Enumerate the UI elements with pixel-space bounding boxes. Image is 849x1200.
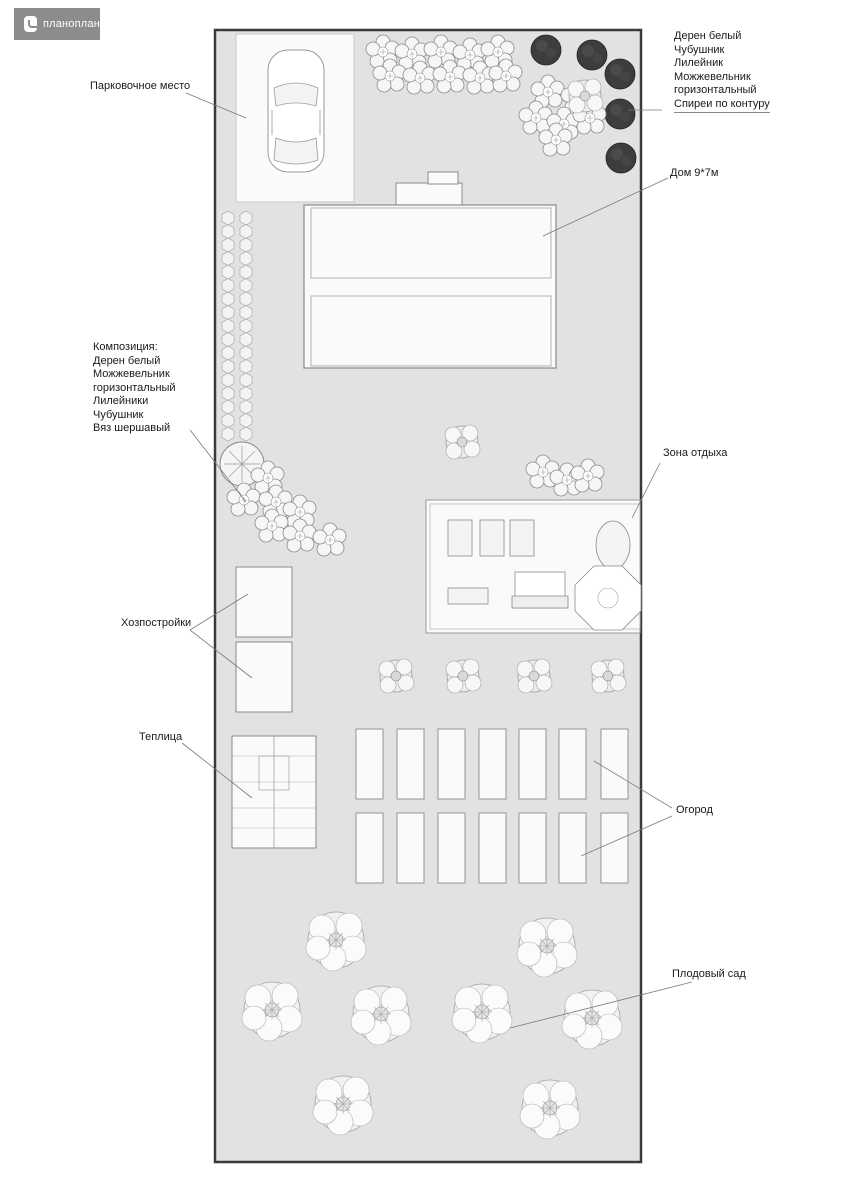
vegetable-bed [559,729,586,799]
composition-line: Можжевельник [93,368,170,380]
car-icon [268,50,324,172]
label-greenhouse [139,731,182,745]
label-rest-zone [663,447,727,461]
label-parking [90,80,190,94]
composition-line: горизонтальный [93,381,176,394]
label-vegetable-garden-text: Огород [676,804,713,816]
vegetable-bed [519,813,546,883]
composition-line: Композиция: [93,341,158,353]
plantsTop-line: Чубушник [674,43,725,56]
rest-zone [426,500,641,633]
vegetable-bed [601,729,628,799]
vegetable-bed [438,729,465,799]
plantsTop-line: Можжевельник [674,70,751,83]
label-orchard-text: Плодовый сад [672,968,746,980]
label-composition [93,341,176,436]
bench [448,588,488,604]
vegetable-bed [479,813,506,883]
gazebo [575,566,641,630]
plantsTop-line: Спиреи по контуру [674,98,770,114]
vegetable-bed [356,813,383,883]
vegetable-bed [601,813,628,883]
label-house-text: Дом 9*7м [670,167,719,179]
plantsTop-line: Лилейник [674,57,724,69]
vegetable-bed [397,813,424,883]
vegetable-bed [397,729,424,799]
label-vegetable-garden [676,804,713,818]
composition-line: Лилейники [93,395,149,407]
label-plants-top [674,30,770,113]
vegetable-bed [438,813,465,883]
plantsTop-line: Дерен белый [674,30,742,42]
label-outbuildings-text: Хозпостройки [121,617,192,629]
composition-line: Дерен белый [93,354,161,367]
vegetable-bed [356,729,383,799]
sun-loungers [448,520,534,556]
brand-name: планоплан [42,18,100,30]
vegetable-bed [479,729,506,799]
label-house [670,167,718,181]
label-orchard [672,968,746,982]
hammock [596,521,630,569]
label-greenhouse-text: Теплица [139,731,183,743]
composition-line: Вяз шершавый [93,422,171,434]
parking-space [236,34,354,202]
vegetable-bed [559,813,586,883]
label-parking-text: Парковочное место [90,80,191,92]
label-outbuildings [121,617,191,631]
plantsTop-line: горизонтальный [674,84,757,96]
vegetable-bed [519,729,546,799]
label-rest-zone-text: Зона отдыха [663,447,728,459]
composition-line: Чубушник [93,408,144,421]
